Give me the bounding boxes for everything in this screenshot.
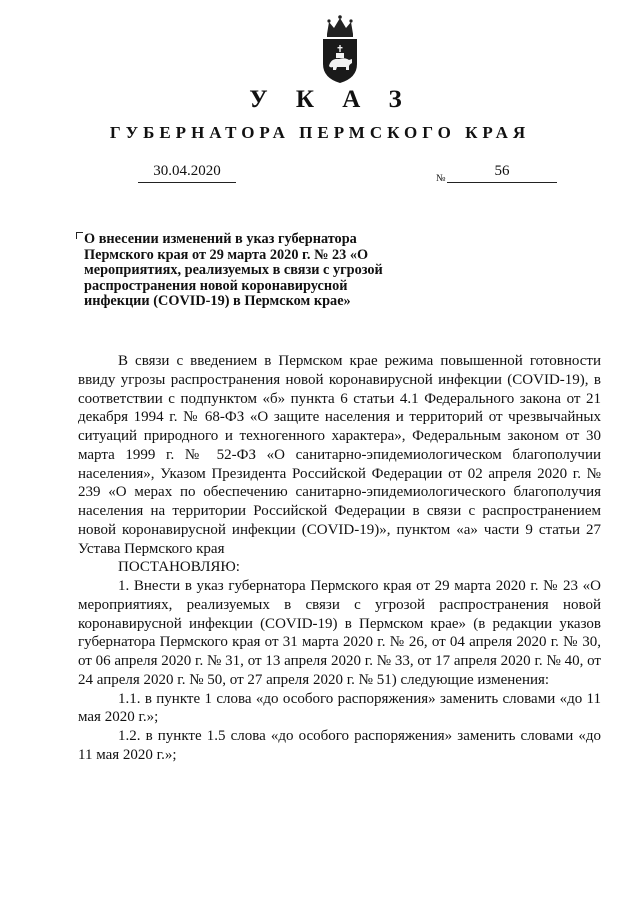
document-date: 30.04.2020 (138, 163, 236, 183)
document-number: 56 (447, 163, 557, 183)
resolve-paragraph: ПОСТАНОВЛЯЮ: (118, 559, 240, 576)
item-1-2-paragraph: 1.2. в пункте 1.5 слова «до особого распоряжения» заменить словами «до 11 мая 2020 г.»; (78, 728, 601, 763)
item-1-paragraph: 1. Внести в указ губернатора Пермского края от 29 марта 2020 г. № 23 «О мероприятиях, реализуемых в связи с угрозой распространения новой коронавирусной инфекции (COVID-19) в Пермском крае» (в редакции указов губернатора Пермского края от 31 марта 2020 г. № 26, от 04 апреля 2020 г. № 30, от 06 апреля 2020 г. № 31, от 13 апреля 2020 г. № 33, от 17 апреля 2020 г. № 40, от 24 апреля 2020 г. № 50, от 27 апреля 2020 г. № 51) следующие изменения: (78, 578, 601, 688)
preamble-paragraph: В связи с введением в Пермском крае режима повышенной готовности ввиду угрозы распространения новой коронавирусной инфекции (COVID-19), в соответствии с подпунктом «б» пункта 6 статьи 4.1 Федерального закона от 21 декабря 1994 г. № 68-ФЗ «О защите населения и территорий от чрезвычайных ситуаций природного и техногенного характера», Федеральным законом от 30 марта 1999 г. № 52-ФЗ «О санитарно-эпидемиологическом благополучии населения», Указом Президента Российской Федерации от 02 апреля 2020 г. № 239 «О мерах по обеспечению санитарно-эпидемиологического благополучия населения на территории Российской Федерации в связи с распространением новой коронавирусной инфекции (COVID-19)», пунктом «а» части 9 статьи 27 Устава Пермского края (78, 353, 601, 557)
number-label: № (436, 173, 446, 184)
document-subject: О внесении изменений в указ губернатора Пермского края от 29 марта 2020 г. № 23 «О мероприятиях, реализуемых в связи с угрозой распространения новой коронавирусной инфекции (COVID-19) в Пермском крае» (84, 231, 383, 309)
subject-bracket (76, 232, 83, 239)
document-body (78, 352, 601, 765)
coat-of-arms-emblem (315, 14, 365, 84)
document-subtitle: ГУБЕРНАТОРА ПЕРМСКОГО КРАЯ (109, 123, 531, 142)
item-1-1-paragraph: 1.1. в пункте 1 слова «до особого распоряжения» заменить словами «до 11 мая 2020 г.»; (78, 690, 601, 726)
document-title: У К А З (249, 86, 413, 113)
